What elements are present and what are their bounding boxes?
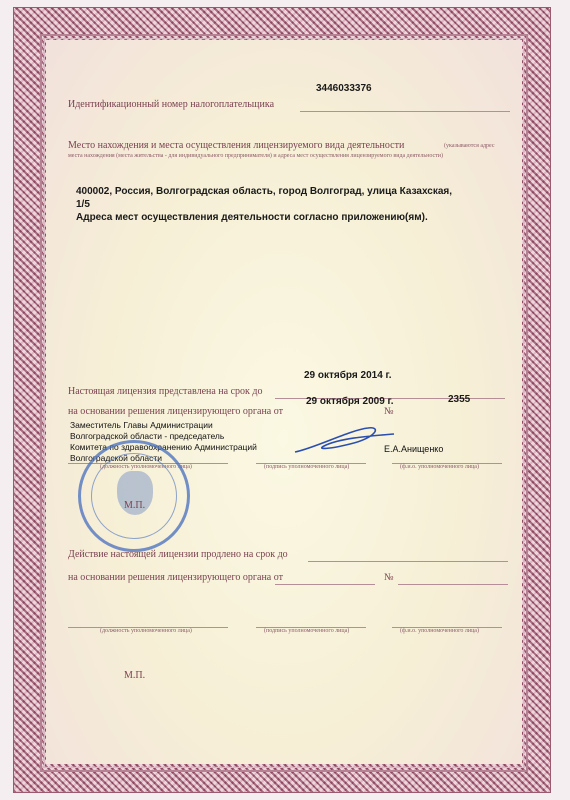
mp-label-2: М.П. (124, 670, 146, 681)
caption-position-2: (должность уполномоченного лица) (100, 628, 192, 634)
extension-number-line (398, 584, 508, 585)
term-basis-label: на основании решения лицензирующего органа от (68, 406, 283, 417)
signatory-position-3: Комитета по здравоохранению Администраций (70, 442, 257, 452)
inn-value: 3446033376 (316, 83, 372, 94)
caption-name-1: (ф.и.о. уполномоченного лица) (400, 464, 479, 470)
term-until-label: Настоящая лицензия представлена на срок до (68, 386, 263, 397)
location-note-1: (указываются адрес (444, 143, 495, 149)
signatory-position-1: Заместитель Главы Администрации (70, 420, 213, 430)
term-basis-number: 2355 (448, 394, 471, 405)
location-note-2: места нахождения (места жительства - для индивидуального предпринимателя) и адреса мест осуществления лицензируемого вида деятельности) (68, 153, 444, 159)
location-label: Место нахождения и места осуществления лицензируемого вида деятельности (68, 140, 405, 151)
address-line-1: 400002, Россия, Волгоградская область, город Волгоград, улица Казахская, (76, 186, 453, 197)
caption-signature-2: (подпись уполномоченного лица) (264, 628, 350, 634)
extension-until-underline (308, 561, 508, 562)
address-line-2: 1/5 (76, 199, 90, 210)
official-seal-stamp (78, 440, 190, 552)
extension-until-label: Действие настоящей лицензии продлено на срок до (68, 549, 288, 560)
inn-underline (300, 111, 510, 112)
extension-no-sign: № (384, 572, 394, 583)
signature-scribble (290, 420, 400, 460)
caption-signature-1: (подпись уполномоченного лица) (264, 464, 350, 470)
term-until-value: 29 октября 2014 г. (304, 370, 392, 381)
mp-label-1: М.П. (124, 500, 146, 511)
signatory-position-4: Волгоградской области (70, 453, 163, 463)
inn-label: Идентификационный номер налогоплательщика (68, 99, 275, 110)
signatory-name: Е.А.Анищенко (384, 444, 444, 454)
term-no-sign: № (384, 406, 394, 417)
caption-position-1: (должность уполномоченного лица) (100, 464, 192, 470)
extension-basis-label: на основании решения лицензирующего органа от (68, 572, 283, 583)
extension-date-line (275, 584, 375, 585)
address-line-3: Адреса мест осуществления деятельности согласно приложению(ям). (76, 212, 428, 223)
signatory-position-2: Волгоградской области - председатель (70, 431, 225, 441)
caption-name-2: (ф.и.о. уполномоченного лица) (400, 628, 479, 634)
term-basis-date: 29 октября 2009 г. (306, 396, 394, 407)
